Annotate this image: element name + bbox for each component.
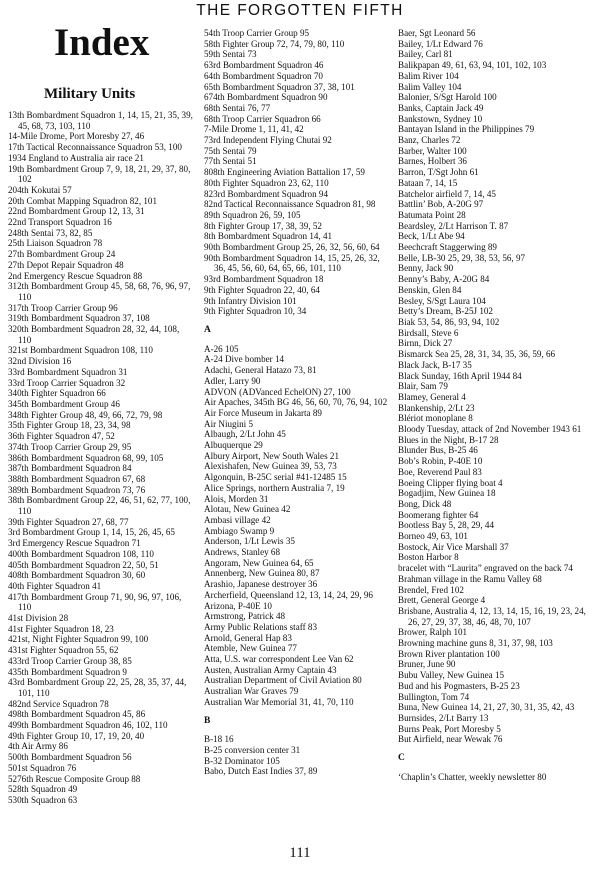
- index-entry: 82nd Tactical Reconnaissance Squadron 81, 98: [204, 199, 376, 210]
- index-entry: Brower, Ralph 101: [398, 627, 468, 638]
- index-entry: Brett, General George 4: [398, 595, 486, 606]
- index-entry: 41st Division 28: [8, 613, 69, 624]
- index-entry: A-24 Dive bomber 14: [204, 354, 285, 365]
- index-entry: 27th Bombardment Group 24: [8, 249, 116, 260]
- index-entry: 204th Kokutai 57: [8, 184, 72, 195]
- index-entry: Batchelor airfield 7, 14, 45: [398, 188, 496, 199]
- index-entry: 320th Bombardment Squadron 28, 32, 44, 108, 110: [8, 324, 180, 345]
- index-entry: 20th Combat Mapping Squadron 82, 101: [8, 195, 158, 206]
- index-entry: Babo, Dutch East Indies 37, 89: [204, 766, 318, 777]
- index-entry: Bantayan Island in the Philippines 79: [398, 124, 535, 135]
- index-entry: 2nd Emergency Rescue Squadron 88: [8, 270, 143, 281]
- index-entry: Battlin’ Bob, A-20G 97: [398, 199, 484, 210]
- index-entry: Belle, LB-30 25, 29, 38, 53, 56, 97: [398, 252, 526, 263]
- index-entry: 340th Fighter Squadron 66: [8, 388, 106, 399]
- index-title: Index: [54, 21, 150, 64]
- index-entry: 8th Bombardment Squadron 14, 41: [204, 231, 333, 242]
- index-entry: 68th Sentai 76, 77: [204, 102, 271, 113]
- index-entry: 9th Fighter Squadron 22, 40, 64: [204, 284, 320, 295]
- index-entry: 33rd Troop Carrier Squadron 32: [8, 377, 126, 388]
- index-entry: 75th Sentai 79: [204, 145, 257, 156]
- index-entry: 433rd Troop Carrier Group 38, 85: [8, 655, 132, 666]
- index-entry: Bailey, Carl 81: [398, 49, 453, 60]
- index-entry: Bullington, Tom 74: [398, 691, 470, 702]
- index-entry: 374th Troop Carrier Group 29, 95: [8, 441, 132, 452]
- index-entry: 33rd Bombardment Squadron 31: [8, 366, 128, 377]
- index-entry: 64th Bombardment Squadron 70: [204, 70, 323, 81]
- index-entry: Blair, Sam 79: [398, 381, 448, 392]
- index-entry: Alice Springs, northern Australia 7, 19: [204, 482, 345, 493]
- index-entry: 808th Engineering Aviation Battalion 17, 59: [204, 167, 365, 178]
- index-entry: ‘Chaplin’s Chatter, weekly newsletter 80: [398, 771, 547, 782]
- index-entry: Bogadjim, New Guinea 18: [398, 488, 496, 499]
- index-entry: 405th Bombardment Squadron 22, 50, 51: [8, 559, 159, 570]
- index-entry: Australian War Memorial 31, 41, 70, 110: [204, 696, 354, 707]
- index-entry: Balim River 104: [398, 70, 459, 81]
- index-entry: Blues in the Night, B-17 28: [398, 434, 499, 445]
- index-entry: Alois, Morden 31: [204, 493, 269, 504]
- index-entry: Birnn, Dick 27: [398, 338, 453, 349]
- index-entry: Australian War Graves 79: [204, 686, 299, 697]
- index-letter-heading: C: [398, 753, 405, 764]
- index-entry: Benskin, Glen 84: [398, 284, 462, 295]
- index-entry: 417th Bombardment Group 71, 90, 96, 97, 106, 110: [8, 591, 182, 613]
- index-entry: Blankenship, 2/Lt 23: [398, 402, 475, 413]
- index-entry: Alotau, New Guinea 42: [204, 504, 291, 515]
- index-entry: Banz, Charles 72: [398, 135, 461, 146]
- index-entry: 19th Bombardment Group 7, 9, 18, 21, 29, 37, 80, 102: [8, 163, 191, 185]
- index-entry: Ambiago Swamp 9: [204, 525, 275, 536]
- index-entry: 348th Fighter Group 48, 49, 66, 72, 79, 98: [8, 409, 163, 420]
- index-entry: Atta, U.S. war correspondent Lee Van 62: [204, 654, 354, 665]
- index-entry: 1934 England to Australia air race 21: [8, 152, 144, 163]
- index-entry: B-25 conversion center 31: [204, 745, 301, 755]
- index-entry: Buna, New Guinea 14, 21, 27, 30, 31, 35, 42, 43: [398, 702, 575, 713]
- index-entry: Blunder Bus, B-25 46: [398, 445, 478, 456]
- index-entry: 674th Bombardment Squadron 90: [204, 92, 328, 103]
- index-entry: 499th Bombardment Squadron 46, 102, 110: [8, 720, 168, 731]
- index-entry: Blamey, General 4: [398, 391, 466, 402]
- index-entry: Balim Valley 104: [398, 81, 462, 92]
- index-entry: Arashio, Japanese destroyer 36: [204, 579, 318, 590]
- index-entry: 36th Fighter Squadron 47, 52: [8, 431, 115, 442]
- index-entry: Bud and his Pogmasters, B-25 23: [398, 680, 520, 691]
- index-entry: 319th Bombardment Squadron 37, 108: [8, 313, 150, 324]
- index-entry: Boston Harbor 8: [398, 552, 459, 563]
- index-entry: 386th Bombardment Squadron 68, 99, 105: [8, 452, 164, 463]
- index-entry: B-32 Dominator 105: [204, 755, 280, 766]
- index-entry: 4th Air Army 86: [8, 741, 68, 752]
- index-entry: 400th Bombardment Squadron 108, 110: [8, 548, 154, 559]
- page-number: 111: [289, 845, 311, 861]
- index-entry: Bruner, June 90: [398, 659, 456, 670]
- index-entry: Burnsides, 2/Lt Barry 13: [398, 713, 489, 723]
- index-entry: Brahman village in the Ramu Valley 68: [398, 573, 542, 584]
- index-entry: Australian Department of Civil Aviation 80: [204, 675, 362, 686]
- index-entry: 7-Mile Drome 1, 11, 41, 42: [204, 124, 304, 135]
- index-entry: 389th Bombardment Squadron 73, 76: [8, 484, 146, 495]
- index-entry: Borneo 49, 63, 101: [398, 531, 468, 542]
- index-entry: Boomerang fighter 64: [398, 509, 479, 520]
- index-entry: Baer, Sgt Leonard 56: [398, 28, 476, 38]
- index-entry: Blériot monoplane 8: [398, 413, 473, 424]
- index-entry: Batumata Point 28: [398, 209, 466, 220]
- index-letter-heading: A: [204, 324, 211, 335]
- index-entry: 9th Fighter Squadron 10, 34: [204, 306, 307, 317]
- index-entry: Brisbane, Australia 4, 12, 13, 14, 15, 16, 19, 23, 24, 26, 27, 29, 37, 38, 46, 48, 70, 107: [398, 605, 586, 627]
- index-entry: 317th Troop Carrier Group 96: [8, 302, 118, 313]
- index-entry: 73rd Independent Flying Chutai 92: [204, 135, 332, 146]
- index-entry: Algonquin, B-25C serial #41-12485 15: [204, 472, 347, 483]
- index-entry: 823rd Bombardment Squadron 94: [204, 188, 329, 199]
- index-entry: 431st Fighter Squadron 55, 62: [8, 645, 119, 656]
- index-entry: Bong, Dick 48: [398, 498, 452, 509]
- index-entry: Bloody Tuesday, attack of 2nd November 1943 61: [398, 424, 582, 435]
- index-entry: Bob’s Robin, P-40E 10: [398, 456, 483, 467]
- index-entry: Bankstown, Sydney 10: [398, 113, 483, 124]
- index-entry: 63rd Bombardment Squadron 46: [204, 60, 324, 71]
- index-entry: 13th Bombardment Squadron 1, 14, 15, 21, 35, 39, 45, 68, 73, 103, 110: [8, 110, 193, 131]
- index-entry: 39th Fighter Squadron 27, 68, 77: [8, 516, 129, 527]
- index-entry: 17th Tactical Reconnaissance Squadron 53, 100: [8, 142, 182, 153]
- index-entry: Balonier, S/Sgt Harold 100: [398, 92, 497, 103]
- index-entry: 93rd Bombardment Squadron 18: [204, 274, 324, 285]
- index-entry: Annenberg, New Guinea 80, 87: [204, 568, 320, 579]
- index-entry: Alexishafen, New Guinea 39, 53, 73: [204, 461, 337, 472]
- index-entry: 8th Fighter Group 17, 38, 39, 52: [204, 220, 322, 231]
- index-entry: 49th Fighter Group 10, 17, 19, 20, 40: [8, 730, 145, 741]
- index-entry: Bubu Valley, New Guinea 15: [398, 670, 505, 681]
- index-entry: B-18 16: [204, 734, 234, 745]
- index-entry: 14-Mile Drome, Port Moresby 27, 46: [8, 131, 145, 142]
- index-entry: Banks, Captain Jack 49: [398, 102, 484, 113]
- index-entry: 90th Bombardment Squadron 14, 15, 25, 26, 32, 36, 45, 56, 60, 64, 65, 66, 101, 110: [204, 252, 380, 274]
- index-entry: Archerfield, Queensland 12, 13, 14, 24, 29, 96: [204, 589, 373, 600]
- index-entry: But Airfield, near Wewak 76: [398, 734, 503, 745]
- index-entry: 498th Bombardment Squadron 45, 86: [8, 709, 146, 720]
- index-entry: Burns Peak, Port Moresby 5: [398, 723, 501, 734]
- index-entry: 312th Bombardment Group 45, 58, 68, 76, 96, 97, 110: [8, 281, 191, 302]
- index-entry: 435th Bombardment Squadron 9: [8, 666, 127, 677]
- index-entry: Armstrong, Patrick 48: [204, 611, 286, 622]
- index-entry: 25th Liaison Squadron 78: [8, 238, 103, 249]
- index-entry: Boe, Reverend Paul 83: [398, 466, 482, 477]
- index-entry: Benny, Jack 90: [398, 263, 454, 274]
- index-entry: 89th Squadron 26, 59, 105: [204, 209, 301, 220]
- index-entry: 530th Squadron 63: [8, 795, 78, 805]
- index-entry: 35th Fighter Group 18, 23, 34, 98: [8, 420, 131, 431]
- index-entry: 408th Bombardment Squadron 30, 60: [8, 570, 146, 581]
- index-entry: 345th Bombardment Group 46: [8, 398, 120, 409]
- index-entry: Ambasi village 42: [204, 514, 271, 525]
- index-entry: Bismarck Sea 25, 28, 31, 34, 35, 36, 59, 66: [398, 349, 556, 360]
- index-entry: bracelet with “Laurita” engraved on the back 74: [398, 563, 573, 574]
- index-entry: Army Public Relations staff 83: [204, 621, 317, 632]
- index-entry: Birdsall, Steve 6: [398, 327, 459, 338]
- index-entry: 54th Troop Carrier Group 95: [204, 28, 310, 38]
- index-entry: Arizona, P-40E 10: [204, 600, 272, 611]
- index-entry: Black Sunday, 16th April 1944 84: [398, 370, 522, 381]
- index-entry: 22nd Transport Squadron 16: [8, 217, 112, 228]
- index-entry: 58th Fighter Group 72, 74, 79, 80, 110: [204, 38, 345, 49]
- index-entry: 3rd Bombardment Group 1, 14, 15, 26, 45, 65: [8, 527, 175, 538]
- index-column-3: [398, 28, 595, 783]
- index-entry: 65th Bombardment Squadron 37, 38, 101: [204, 81, 355, 92]
- index-entry: Andrews, Stanley 68: [204, 547, 281, 558]
- index-entry: Bootless Bay 5, 28, 29, 44: [398, 520, 494, 531]
- index-entry: Beechcraft Staggerwing 89: [398, 242, 497, 253]
- index-entry: 248th Sentai 73, 82, 85: [8, 227, 93, 238]
- index-entry: Biak 53, 54, 86, 93, 94, 102: [398, 316, 500, 327]
- index-entry: Black Jack, B-17 35: [398, 359, 472, 370]
- index-entry: 38th Bombardment Group 22, 46, 51, 62, 77, 100, 110: [8, 495, 191, 517]
- index-entry: Anderson, 1/Lt Lewis 35: [204, 536, 295, 547]
- index-entry: Atemble, New Guinea 77: [204, 643, 297, 654]
- index-entry: 321st Bombardment Squadron 108, 110: [8, 345, 153, 356]
- index-entry: Albury Airport, New South Wales 21: [204, 450, 339, 461]
- index-entry: Boeing Clipper flying boat 4: [398, 477, 503, 488]
- index-entry: 41st Fighter Squadron 18, 23: [8, 623, 114, 634]
- index-entry: Balikpapan 49, 61, 63, 94, 101, 102, 103: [398, 60, 547, 71]
- index-entry: 32nd Division 16: [8, 356, 72, 367]
- index-entry: Adachi, General Hatazo 73, 81: [204, 365, 317, 376]
- index-entry: Browning machine guns 8, 31, 37, 98, 103: [398, 638, 553, 649]
- index-entry: 482nd Service Squadron 78: [8, 698, 109, 709]
- index-entry: Bostock, Air Vice Marshall 37: [398, 541, 509, 552]
- index-entry: ADVON (ADVanced EchelON) 27, 100: [204, 386, 351, 397]
- index-entry: 27th Depot Repair Squadron 48: [8, 259, 124, 270]
- index-entry: 77th Sentai 51: [204, 156, 257, 167]
- index-column-2: [204, 28, 392, 777]
- index-entry: 387th Bombardment Squadron 84: [8, 463, 132, 474]
- index-entry: Beck, 1/Lt Abe 94: [398, 231, 465, 242]
- index-entry: Barnes, Holbert 36: [398, 156, 467, 167]
- index-entry: Adler, Larry 90: [204, 375, 261, 386]
- index-entry: 5276th Rescue Composite Group 88: [8, 773, 141, 784]
- index-letter-heading: B: [204, 715, 211, 726]
- index-entry: Barber, Walter 100: [398, 145, 467, 156]
- index-entry: Arnold, General Hap 83: [204, 632, 292, 643]
- index-entry: 3rd Emergency Rescue Squadron 71: [8, 538, 141, 549]
- index-entry: 528th Squadron 49: [8, 784, 78, 795]
- index-entry: A-26 105: [204, 343, 239, 354]
- index-entry: 43rd Bombardment Group 22, 25, 28, 35, 37, 44, 101, 110: [8, 677, 187, 698]
- index-entry: 90th Bombardment Group 25, 26, 32, 56, 60, 64: [204, 242, 380, 253]
- index-entry: Beardsley, 2/Lt Harrison T. 87: [398, 220, 509, 231]
- index-entry: 22nd Bombardment Group 12, 13, 31: [8, 206, 145, 217]
- index-entry: Air Niugini 5: [204, 418, 254, 429]
- index-entry: 59th Sentai 73: [204, 49, 257, 60]
- index-entry: 421st, Night Fighter Squadron 99, 100: [8, 634, 149, 645]
- index-entry: Air Force Museum in Jakarta 89: [204, 407, 322, 418]
- index-entry: Benny’s Baby, A-20G 84: [398, 274, 490, 285]
- index-entry: 40th Fighter Squadron 41: [8, 580, 102, 591]
- section-heading: Military Units: [44, 86, 136, 102]
- index-entry: Albuquerque 29: [204, 440, 263, 451]
- index-entry: Besley, S/Sgt Laura 104: [398, 295, 486, 306]
- index-entry: 80th Fighter Squadron 23, 62, 110: [204, 177, 329, 188]
- index-entry: Austen, Australian Army Captain 43: [204, 664, 337, 675]
- running-header: THE FORGOTTEN FIFTH: [196, 2, 404, 19]
- index-entry: 388th Bombardment Squadron 67, 68: [8, 473, 146, 484]
- index-entry: 500th Bombardment Squadron 56: [8, 752, 132, 763]
- index-entry: 9th Infantry Division 101: [204, 295, 297, 306]
- index-entry: Bataan 7, 14, 15: [398, 177, 458, 188]
- index-entry: Brendel, Fred 102: [398, 584, 464, 595]
- index-entry: Barron, T/Sgt John 61: [398, 167, 479, 178]
- index-entry: Betty’s Dream, B-25J 102: [398, 306, 493, 317]
- index-entry: 501st Squadron 76: [8, 762, 77, 773]
- index-entry: 68th Troop Carrier Squadron 66: [204, 113, 321, 124]
- index-entry: Bailey, 1/Lt Edward 76: [398, 38, 483, 49]
- index-column-1: [8, 110, 193, 806]
- index-entry: Albaugh, 2/Lt John 45: [204, 429, 286, 440]
- index-entry: Brown River plantation 100: [398, 648, 500, 659]
- index-entry: Angoram, New Guinea 64, 65: [204, 557, 314, 568]
- index-entry: Air Apaches, 345th BG 46, 56, 60, 70, 76, 94, 102: [204, 397, 388, 408]
